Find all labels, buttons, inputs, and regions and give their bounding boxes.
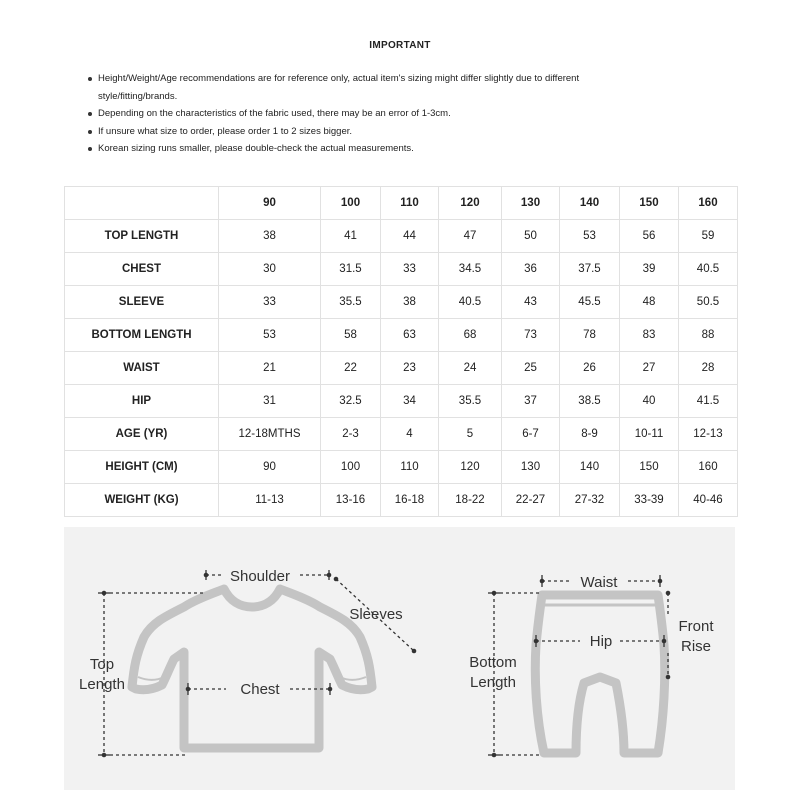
table-row — [65, 220, 738, 253]
row-label-cell: TOP LENGTH — [65, 220, 219, 253]
table-row — [65, 451, 738, 484]
table-cell: 78 — [560, 319, 620, 352]
notes-list — [86, 70, 726, 158]
table-cell: 33 — [381, 253, 439, 286]
table-cell: 6-7 — [502, 418, 560, 451]
table-cell: 2-3 — [321, 418, 381, 451]
table-cell: 37 — [502, 385, 560, 418]
table-cell: 38.5 — [560, 385, 620, 418]
note-item: If unsure what size to order, please order 1 to 2 sizes bigger. — [86, 123, 726, 141]
table-cell: 36 — [502, 253, 560, 286]
table-cell: 43 — [502, 286, 560, 319]
measurement-diagram — [64, 527, 735, 790]
table-cell: 140 — [560, 451, 620, 484]
table-row — [65, 484, 738, 517]
size-header-cell: 140 — [560, 187, 620, 220]
sleeves-label: Sleeves — [349, 606, 403, 623]
table-cell: 59 — [679, 220, 738, 253]
table-cell: 56 — [620, 220, 679, 253]
table-cell: 63 — [381, 319, 439, 352]
table-cell: 83 — [620, 319, 679, 352]
front-rise-label-line2: Rise — [680, 638, 712, 655]
table-cell: 73 — [502, 319, 560, 352]
table-row — [65, 352, 738, 385]
table-cell: 4 — [381, 418, 439, 451]
size-header-row — [65, 187, 738, 220]
hip-label: Hip — [589, 633, 613, 650]
front-rise-label-line1: Front — [678, 618, 714, 635]
waist-label: Waist — [580, 574, 618, 591]
row-label-cell: WEIGHT (KG) — [65, 484, 219, 517]
size-chart-table — [64, 186, 738, 517]
table-cell: 33-39 — [620, 484, 679, 517]
row-label-cell: HEIGHT (CM) — [65, 451, 219, 484]
table-cell: 26 — [560, 352, 620, 385]
table-cell: 16-18 — [381, 484, 439, 517]
table-cell: 37.5 — [560, 253, 620, 286]
table-cell: 88 — [679, 319, 738, 352]
table-cell: 100 — [321, 451, 381, 484]
size-header-cell: 160 — [679, 187, 738, 220]
measurement-diagram-panel — [64, 527, 735, 790]
table-cell: 39 — [620, 253, 679, 286]
table-cell: 41.5 — [679, 385, 738, 418]
table-cell: 27-32 — [560, 484, 620, 517]
table-cell: 31.5 — [321, 253, 381, 286]
table-cell: 22-27 — [502, 484, 560, 517]
table-cell: 40-46 — [679, 484, 738, 517]
table-cell: 40.5 — [679, 253, 738, 286]
row-label-cell: AGE (YR) — [65, 418, 219, 451]
table-cell: 38 — [381, 286, 439, 319]
table-cell: 31 — [219, 385, 321, 418]
table-cell: 18-22 — [439, 484, 502, 517]
table-cell: 40.5 — [439, 286, 502, 319]
table-cell: 35.5 — [439, 385, 502, 418]
table-cell: 68 — [439, 319, 502, 352]
table-cell: 12-18MTHS — [219, 418, 321, 451]
table-row — [65, 385, 738, 418]
row-label-cell: BOTTOM LENGTH — [65, 319, 219, 352]
table-row — [65, 286, 738, 319]
table-cell: 23 — [381, 352, 439, 385]
table-cell: 45.5 — [560, 286, 620, 319]
table-cell: 10-11 — [620, 418, 679, 451]
table-cell: 120 — [439, 451, 502, 484]
table-row — [65, 253, 738, 286]
table-cell: 27 — [620, 352, 679, 385]
table-cell: 22 — [321, 352, 381, 385]
table-cell: 130 — [502, 451, 560, 484]
top-garment-icon — [132, 589, 372, 748]
table-cell: 11-13 — [219, 484, 321, 517]
bottom-garment-icon — [535, 595, 664, 753]
size-header-cell: 100 — [321, 187, 381, 220]
table-cell: 48 — [620, 286, 679, 319]
table-cell: 40 — [620, 385, 679, 418]
table-row — [65, 319, 738, 352]
row-label-cell: SLEEVE — [65, 286, 219, 319]
top-length-label-line1: Top — [89, 656, 115, 673]
size-header-cell: 110 — [381, 187, 439, 220]
size-header-cell: 150 — [620, 187, 679, 220]
table-cell: 34 — [381, 385, 439, 418]
note-item-continuation: style/fitting/brands. — [98, 90, 178, 102]
row-label-cell: HIP — [65, 385, 219, 418]
table-cell: 53 — [219, 319, 321, 352]
table-cell: 32.5 — [321, 385, 381, 418]
table-cell: 34.5 — [439, 253, 502, 286]
top-length-label-line2: Length — [79, 676, 125, 693]
table-cell: 33 — [219, 286, 321, 319]
table-cell: 53 — [560, 220, 620, 253]
table-cell: 13-16 — [321, 484, 381, 517]
table-cell: 28 — [679, 352, 738, 385]
table-cell: 160 — [679, 451, 738, 484]
bottom-length-label-line2: Length — [470, 674, 516, 691]
table-cell: 58 — [321, 319, 381, 352]
bottom-length-label-line1: Bottom — [469, 654, 517, 671]
chest-label: Chest — [240, 681, 280, 698]
note-item: Korean sizing runs smaller, please double-check the actual measurements. — [86, 140, 726, 158]
table-cell: 90 — [219, 451, 321, 484]
table-corner-cell — [65, 187, 219, 220]
table-cell: 150 — [620, 451, 679, 484]
table-cell: 47 — [439, 220, 502, 253]
table-cell: 21 — [219, 352, 321, 385]
table-cell: 38 — [219, 220, 321, 253]
table-cell: 50 — [502, 220, 560, 253]
row-label-cell: WAIST — [65, 352, 219, 385]
size-header-cell: 120 — [439, 187, 502, 220]
table-cell: 5 — [439, 418, 502, 451]
table-cell: 12-13 — [679, 418, 738, 451]
table-cell: 24 — [439, 352, 502, 385]
table-cell: 8-9 — [560, 418, 620, 451]
size-header-cell: 90 — [219, 187, 321, 220]
table-cell: 44 — [381, 220, 439, 253]
table-cell: 30 — [219, 253, 321, 286]
page-title: IMPORTANT — [369, 40, 431, 51]
table-cell: 50.5 — [679, 286, 738, 319]
table-cell: 35.5 — [321, 286, 381, 319]
table-row — [65, 418, 738, 451]
shoulder-label: Shoulder — [229, 568, 291, 585]
note-item: Depending on the characteristics of the fabric used, there may be an error of 1-3cm. — [86, 105, 726, 123]
table-cell: 41 — [321, 220, 381, 253]
row-label-cell: CHEST — [65, 253, 219, 286]
table-cell: 25 — [502, 352, 560, 385]
note-item: Height/Weight/Age recommendations are for reference only, actual item's sizing might differ slightly due to different — [86, 70, 726, 88]
size-header-cell: 130 — [502, 187, 560, 220]
table-cell: 110 — [381, 451, 439, 484]
